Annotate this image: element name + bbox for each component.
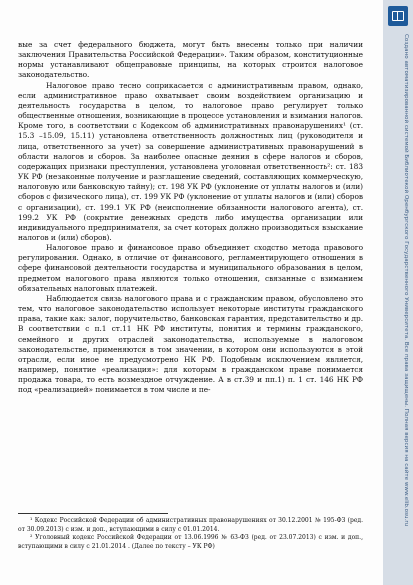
footnotes xyxy=(18,517,363,551)
main-text xyxy=(18,40,363,395)
footnote-divider xyxy=(18,513,168,514)
footnote-1: ¹ Кодекс Российской Федерации об административных правонарушениях от 30.12.2001 № 195-ФЗ (ред. от 30.09.2013) с изм. и доп., вступающими в силу с 01.01.2014. xyxy=(18,517,363,533)
paragraph-1: вые за счет федерального бюджета, могут быть внесены только при наличии заключения Правительства Российской Федерации». Таким образом, конституционные нормы устанавливают общеправовые принципы, на которых строится налоговое законодательство. xyxy=(18,40,363,80)
watermark-text: Создано автоматизированной системой Библиотекой Оренбургского Государственного Университета. Все права защищены. Полная версия на сайте www.elib.osu.ru xyxy=(403,34,409,527)
paragraph-3: Налоговое право и финансовое право объединяет сходство метода правового регулирования. Однако, в отличие от финансового, регламентирующего отношения в сфере финансовой деятельности государства и муниципального образования в целом, предметом налогового права являются только отношения, связанные с взиманием обязательных налоговых платежей. xyxy=(18,243,363,293)
library-logo-icon xyxy=(388,6,408,26)
paragraph-4: Наблюдается связь налогового права и с гражданским правом, обусловлено это тем, что налоговое законодательство использует некоторые институты гражданского права, такие как: залог, поручительство, банковская гарантия, представительство и др. В соответствии с п.1 ст.11 НК РФ институты, понятия и термины гражданского, семейного и других отраслей законодательства, используемые в налоговом законодательстве, применяются в том значении, в котором они используются в этой отрасли, если иное не предусмотрено НК РФ. Подобным исключением является, например, понятие «реализация»: для которым в гражданском праве понимается продажа товара, то есть возмездное отчуждение. А в ст.39 и пп.1) п. 1 ст. 146 НК РФ под «реализацией» понимается в том числе и пе- xyxy=(18,293,363,395)
footnote-2: ² Уголовный кодекс Российской Федерации от 13.06.1996 № 63-ФЗ (ред. от 23.07.2013) с изм. и доп., вступающими в силу с 21.01.2014 . (Далее по тексту – УК РФ) xyxy=(18,534,363,550)
paragraph-2: Налоговое право тесно соприкасается с административным правом, однако, если административное право охватывает своим воздействием организацию и деятельность государства в целом, то налоговое право регулирует только общественные отношения, возникающие в процессе установления и взимания налогов. Кроме того, в соответствии с Кодексом об административных правонарушениях¹ (ст. 15.3 –15.09, 15.11) установлена ответственность должностных лиц (руководителя и лица, ответственного за учет) за совершение административных правонарушений в области налогов и сборов. За наиболее опасные деяния в сфере налогов и сборов, содержащих признаки преступления, установлена уголовная ответственность²: ст. 183 УК РФ (незаконные получение и разглашение сведений, составляющих коммерческую, налоговую или банковскую тайну); ст. 198 УК РФ (уклонение от уплаты налогов и (или) сборов с физического лица), ст. 199 УК РФ (уклонение от уплаты налогов и (или) сборов с организации), ст. 199.1 УК РФ (неисполнение обязанности налогового агента), ст. 199.2 УК РФ (сокрытие денежных средств либо имущества организации или индивидуального предпринимателя, за счет которых должно производиться взыскание налогов и (или) сборов). xyxy=(18,80,363,242)
watermark-sidebar xyxy=(383,0,413,585)
